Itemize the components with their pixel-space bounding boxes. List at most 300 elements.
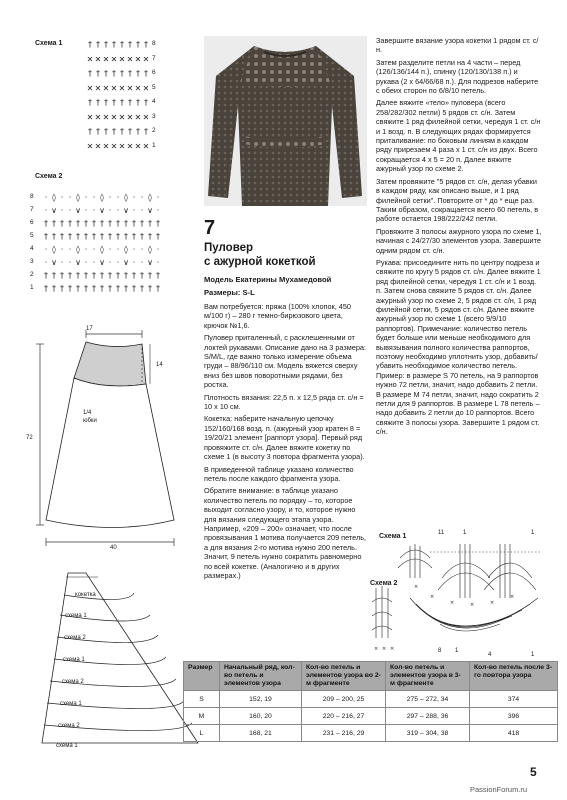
table-cell: 231 – 216, 29 — [302, 725, 386, 742]
svg-text:×: × — [450, 600, 455, 606]
stitch-row — [42, 232, 162, 241]
stitch-symbol: † — [120, 69, 124, 78]
stitch-symbol: † — [108, 271, 112, 280]
article-body — [204, 302, 367, 583]
table-cell: 374 — [470, 691, 558, 708]
stitch-symbol: † — [120, 40, 124, 49]
stitch-symbol: † — [128, 40, 132, 49]
stitch-symbol: † — [44, 271, 48, 280]
stitch-symbol: † — [100, 232, 104, 241]
product-photo — [204, 36, 367, 206]
stitch-symbol: ✕ — [102, 141, 110, 151]
stitch-symbol: · — [44, 206, 48, 215]
stitch-symbol: ◊ — [76, 193, 80, 202]
stitch-symbol: ✕ — [134, 54, 142, 64]
stitch-symbol: ◊ — [52, 193, 56, 202]
table-cell: 319 – 304, 38 — [386, 725, 470, 742]
skirt-label: юбки — [83, 418, 97, 424]
article-author: Модель Екатерины Мухамедовой — [204, 275, 332, 284]
stitch-symbol: † — [140, 232, 144, 241]
stitch-symbol: † — [120, 98, 124, 107]
row-number: 2 — [30, 271, 34, 278]
dim-bottom: 40 — [110, 545, 117, 551]
stitch-symbol: † — [156, 219, 160, 228]
stitch-symbol: † — [88, 40, 92, 49]
row-number: 4 — [152, 98, 156, 105]
stitch-row — [42, 219, 162, 228]
table-cell: 275 – 272, 34 — [386, 691, 470, 708]
stitch-symbol: ✕ — [110, 83, 118, 93]
right-paragraph: Затем разделите петли на 4 части – перед (126/136/144 п.), спинку (120/130/138 п.) и рукава (2 х 64/66/68 п.). Для подрезов наберите с обеих сторон по 6/8/10 петель. — [376, 57, 539, 96]
garment-schematic — [34, 320, 204, 560]
stitch-row — [86, 69, 150, 78]
stitch-symbol: · — [44, 258, 48, 267]
stitch-symbol: † — [128, 98, 132, 107]
stitch-symbol: · — [108, 245, 112, 254]
stitch-symbol: † — [148, 271, 152, 280]
stitch-symbol: † — [156, 232, 160, 241]
chart-scheme2-label: Схема 2 — [370, 580, 398, 587]
stitch-symbol: † — [136, 40, 140, 49]
article-sizes: Размеры: S-L — [204, 288, 255, 297]
stitch-symbol: † — [156, 271, 160, 280]
stitch-symbol: † — [60, 219, 64, 228]
stitch-symbol: † — [112, 40, 116, 49]
row-number: 1 — [152, 141, 156, 149]
dim-top: 17 — [86, 326, 93, 332]
stitch-symbol: ∨ — [75, 258, 81, 267]
table-cell: 168, 21 — [220, 725, 302, 742]
stitch-symbol: † — [112, 98, 116, 107]
size-table — [183, 661, 558, 742]
right-paragraph: Рукава: присоедините нить по центру подреза и свяжите по кругу 5 рядов ст. с/н. Далее вяжите 1 ряд филейной сетки, чередуя 1 ст. с/н и 1 возд. п. Затем снова свяжите 5 рядов ст. с/н. Далее ажурный узор по схеме 2, 5 рядов ст. с/н, 1 ряд филейной сетки, 5 рядов ст. с/н. Далее вяжите ажурный узор по схеме 1 (всего 9/9/10 раппортов). Примечание: количество петель будет больше или меньше необходимого для вывязывания полного количества раппортов, поэтому необходимо уплотнить узор, добавить/убавить необходимое количество петель. Пример: в размере S 70 петель, на 9 раппортов нужно 72 петли, значит, надо добавить 2 петли. В размере M 74 петли, значит, надо сократить 2 петли для 9 раппортов. В размере L 78 петель – надо добавить 2 петли до 10 раппортов. Всего свяжите 3 полосы узора. Завершите 1 рядом ст. с/н. — [376, 257, 541, 437]
stitch-symbol: † — [68, 219, 72, 228]
svg-text:×: × — [430, 594, 435, 600]
stitch-symbol: ✕ — [126, 141, 134, 151]
table-cell: 152, 19 — [220, 691, 302, 708]
stitch-symbol: † — [60, 271, 64, 280]
panel-label-8: схема 1 — [56, 743, 78, 749]
stitch-symbol: † — [68, 232, 72, 241]
stitch-symbol: † — [104, 98, 108, 107]
stitch-symbol: ✕ — [102, 54, 110, 64]
stitch-symbol: † — [144, 127, 148, 136]
stitch-symbol: · — [140, 245, 144, 254]
table-row — [184, 725, 558, 742]
stitch-symbol: † — [128, 127, 132, 136]
stitch-symbol: · — [60, 206, 64, 215]
stitch-symbol: † — [108, 284, 112, 293]
dim-side: 14 — [156, 362, 163, 368]
stitch-symbol: ✕ — [86, 112, 94, 122]
right-paragraph: Затем провяжите "5 рядов ст. с/н, делая убавки в каждом ряду, как описано выше, и 1 ряд филейной сетки". Повторите от * до * еще раз. Таким образом, сокращается всего 60 петель, в работе остается 198/222/242 петли. — [376, 176, 539, 224]
stitch-symbol: ∨ — [99, 206, 105, 215]
svg-text:×: × — [470, 602, 475, 608]
stitch-symbol: † — [108, 232, 112, 241]
table-cell: 209 – 200, 25 — [302, 691, 386, 708]
stitch-symbol: † — [144, 69, 148, 78]
stitch-symbol: · — [132, 193, 136, 202]
stitch-symbol: ∨ — [147, 206, 153, 215]
stitch-symbol: † — [88, 69, 92, 78]
svg-text:×: × — [414, 584, 419, 590]
stitch-symbol: † — [84, 284, 88, 293]
sweater-illustration — [204, 36, 367, 206]
row-number: 6 — [30, 219, 34, 226]
svg-text:×: × — [490, 600, 495, 606]
stitch-symbol: † — [124, 219, 128, 228]
stitch-symbol: † — [148, 232, 152, 241]
stitch-symbol: ◊ — [52, 245, 56, 254]
stitch-symbol: † — [124, 232, 128, 241]
stitch-symbol: † — [104, 69, 108, 78]
stitch-symbol: † — [52, 271, 56, 280]
stitch-symbol: † — [148, 219, 152, 228]
stitch-row — [42, 206, 162, 215]
stitch-symbol: · — [132, 206, 136, 215]
stitch-symbol: · — [84, 206, 88, 215]
stitch-symbol: · — [44, 193, 48, 202]
stitch-symbol: · — [60, 258, 64, 267]
stitch-symbol: ◊ — [100, 193, 104, 202]
stitch-symbol: † — [116, 232, 120, 241]
stitch-symbol: † — [116, 284, 120, 293]
stitch-symbol: † — [124, 284, 128, 293]
table-cell: 297 – 288, 36 — [386, 708, 470, 725]
stitch-symbol: · — [132, 245, 136, 254]
stitch-symbol: · — [156, 245, 160, 254]
stitch-symbol: ◊ — [148, 193, 152, 202]
panel-label-7: схема 2 — [58, 723, 80, 729]
stitch-symbol: † — [68, 271, 72, 280]
stitch-symbol: ✕ — [110, 54, 118, 64]
stitch-symbol: † — [140, 284, 144, 293]
row-number: 3 — [30, 258, 34, 265]
stitch-symbol: ✕ — [86, 54, 94, 64]
row-number: 7 — [30, 206, 34, 213]
stitch-symbol: † — [132, 232, 136, 241]
article-title-line1: Пуловер — [204, 242, 254, 254]
stitch-symbol: † — [60, 284, 64, 293]
stitch-symbol: † — [76, 284, 80, 293]
stitch-symbol: † — [92, 232, 96, 241]
stitch-symbol: † — [128, 69, 132, 78]
stitch-symbol: † — [92, 284, 96, 293]
stitch-symbol: ✕ — [94, 54, 102, 64]
article-paragraph: Плотность вязания: 22,5 п. х 12,5 ряда ст. с/н = 10 х 10 см. — [204, 392, 364, 412]
stitch-symbol: † — [60, 232, 64, 241]
article-paragraph: Кокетка: наберите начальную цепочку 152/160/168 возд. п. (ажурный узор кратен 8 = 19/20/21 элемент [раппорт узора]. Первый ряд провяжите ст. с/н. Далее вяжите кокетку по схеме 1 (в высоту 3 повтора фрагмента узора). — [204, 414, 365, 462]
stitch-symbol: · — [108, 206, 112, 215]
stitch-symbol: † — [132, 271, 136, 280]
stitch-symbol: † — [76, 271, 80, 280]
row-number: 7 — [152, 54, 156, 62]
watermark: PassionForum.ru — [470, 785, 528, 794]
stitch-symbol: † — [96, 40, 100, 49]
article-paragraph: Вам потребуется: пряжа (100% хлопок, 450 м/100 г) – 280 г темно-бирюзового цвета, крючок №1,6. — [204, 302, 351, 330]
stitch-symbol: † — [112, 127, 116, 136]
stitch-symbol: ✕ — [142, 54, 150, 64]
table-cell: S — [184, 691, 220, 708]
row-number: 1 — [30, 284, 34, 291]
stitch-row — [86, 142, 150, 151]
stitch-symbol: ✕ — [94, 112, 102, 122]
stitch-symbol: † — [100, 284, 104, 293]
stitch-symbol: ✕ — [86, 83, 94, 93]
stitch-symbol: † — [84, 219, 88, 228]
stitch-symbol: † — [76, 232, 80, 241]
stitch-symbol: † — [124, 271, 128, 280]
stitch-symbol: ◊ — [124, 245, 128, 254]
stitch-symbol: ✕ — [142, 112, 150, 122]
fraction-label: 1/4 — [83, 410, 92, 416]
stitch-symbol: † — [96, 127, 100, 136]
stitch-row — [42, 258, 162, 267]
stitch-symbol: · — [108, 193, 112, 202]
stitch-symbol: · — [116, 258, 120, 267]
right-paragraph: Далее вяжите «тело» пуловера (всего 258/282/302 петли) 5 рядов ст. с/н. Затем свяжите 1 ряд филейной сетки, чередуя 1 ст. с/н и 1 возд. п. В следующих рядах формируется приталивание: по боковым линиям в каждом ряду прирезаем 4 раза х 1 ст. с/н из двух. Всего сокращается 4 х 5 = 20 п. Далее вяжите ажурный узор по схеме 2. — [376, 98, 541, 174]
stitch-symbol: † — [100, 271, 104, 280]
stitch-row — [86, 113, 150, 122]
row-number: 8 — [30, 193, 34, 200]
stitch-symbol: · — [68, 193, 72, 202]
stitch-symbol: ✕ — [126, 54, 134, 64]
stitch-symbol: · — [116, 245, 120, 254]
stitch-symbol: † — [140, 271, 144, 280]
table-cell: M — [184, 708, 220, 725]
stitch-symbol: † — [136, 98, 140, 107]
stitch-symbol: ✕ — [118, 112, 126, 122]
right-body — [376, 36, 542, 440]
scheme1-chart — [86, 40, 158, 160]
table-header: Начальный ряд, кол-во петель и элементов узора — [220, 662, 302, 691]
dim-height: 72 — [26, 435, 33, 441]
table-header: Кол-во петель и элементов узора в 3-м фрагменте — [386, 662, 470, 691]
stitch-symbol: · — [156, 258, 160, 267]
table-header-row — [184, 662, 558, 691]
stitch-symbol: ✕ — [134, 83, 142, 93]
table-header: Размер — [184, 662, 220, 691]
stitch-symbol: † — [96, 69, 100, 78]
stitch-row — [42, 245, 162, 254]
svg-text:×: × — [510, 594, 515, 600]
table-cell: 160, 20 — [220, 708, 302, 725]
stitch-symbol: · — [92, 206, 96, 215]
stitch-symbol: ◊ — [148, 245, 152, 254]
stitch-symbol: ✕ — [134, 112, 142, 122]
stitch-symbol: · — [116, 193, 120, 202]
stitch-symbol: † — [52, 284, 56, 293]
stitch-symbol: ✕ — [118, 83, 126, 93]
panel-label-6: схема 1 — [60, 701, 82, 707]
stitch-symbol: · — [156, 206, 160, 215]
stitch-symbol: † — [84, 271, 88, 280]
stitch-symbol: · — [140, 206, 144, 215]
stitch-symbol: † — [136, 69, 140, 78]
stitch-symbol: · — [92, 245, 96, 254]
panel-label-2: схема 1 — [65, 613, 87, 619]
row-number: 8 — [152, 40, 156, 47]
stitch-symbol: † — [104, 40, 108, 49]
stitch-symbol: · — [68, 245, 72, 254]
stitch-symbol: · — [68, 258, 72, 267]
stitch-symbol: † — [132, 284, 136, 293]
stitch-row — [86, 55, 150, 64]
stitch-symbol: ∨ — [123, 206, 129, 215]
stitch-symbol: † — [88, 98, 92, 107]
stitch-symbol: † — [96, 98, 100, 107]
scheme2-chart — [30, 193, 172, 303]
stitch-symbol: † — [44, 232, 48, 241]
stitch-symbol: ∨ — [51, 206, 57, 215]
page-number: 5 — [530, 765, 537, 779]
stitch-symbol: ✕ — [134, 141, 142, 151]
stitch-symbol: ✕ — [102, 112, 110, 122]
chart-top-num-2: 1 — [463, 530, 467, 536]
stitch-symbol: ∨ — [51, 258, 57, 267]
scheme2-label: Схема 2 — [35, 173, 63, 180]
chart-bottom-num-2: 1 — [455, 648, 459, 654]
stitch-symbol: · — [108, 258, 112, 267]
article-title-line2: с ажурной кокеткой — [204, 256, 316, 268]
chart-top-num-3: 1 — [531, 530, 535, 536]
stitch-symbol: · — [84, 245, 88, 254]
article-number: 7 — [204, 217, 216, 239]
stitch-symbol: † — [100, 219, 104, 228]
stitch-symbol: · — [140, 193, 144, 202]
stitch-symbol: ✕ — [142, 83, 150, 93]
stitch-symbol: ✕ — [94, 83, 102, 93]
stitch-symbol: ◊ — [124, 193, 128, 202]
chart-bottom-num-3: 4 — [488, 652, 492, 658]
stitch-row — [86, 98, 150, 107]
stitch-symbol: † — [116, 219, 120, 228]
article-paragraph: В приведенной таблице указано количество петель после каждого фрагмента узора. — [204, 464, 354, 483]
stitch-symbol: ✕ — [126, 112, 134, 122]
panel-label-5: схема 2 — [62, 679, 84, 685]
stitch-symbol: † — [156, 284, 160, 293]
crochet-chart — [370, 538, 545, 658]
stitch-row — [86, 84, 150, 93]
article-paragraph: Обратите внимание: в таблице указано количество петель по порядку – то, которое выходит согласно узору, и то, которое нужно для вязания следующего этапа узора. Например, «209 – 200» означает, что после провязывания 1 мотива получается 209 петель, а для вязания 2-го мотива нужно 200 петель. Значит, 9 петель нужно сократить равномерно по всей кокетке. (Аналогично и в других размерах.) — [204, 486, 367, 580]
stitch-symbol: ◊ — [76, 245, 80, 254]
stitch-symbol: · — [44, 245, 48, 254]
stitch-row — [86, 127, 150, 136]
row-number: 5 — [152, 83, 156, 91]
svg-text:×: × — [390, 646, 395, 652]
stitch-symbol: ∨ — [75, 206, 81, 215]
stitch-symbol: · — [60, 245, 64, 254]
stitch-symbol: · — [140, 258, 144, 267]
stitch-row — [42, 271, 162, 280]
row-number: 3 — [152, 112, 156, 120]
stitch-symbol: · — [156, 193, 160, 202]
stitch-symbol: ✕ — [118, 54, 126, 64]
stitch-symbol: · — [116, 206, 120, 215]
stitch-symbol: † — [44, 284, 48, 293]
stitch-symbol: † — [136, 127, 140, 136]
stitch-symbol: † — [44, 219, 48, 228]
stitch-symbol: † — [148, 284, 152, 293]
table-row — [184, 691, 558, 708]
panel-label-1: кокетка — [75, 592, 96, 598]
stitch-symbol: ✕ — [110, 141, 118, 151]
row-number: 5 — [30, 232, 34, 239]
stitch-symbol: ◊ — [100, 245, 104, 254]
table-header: Кол-во петель и элементов узора во 2-м фрагменте — [302, 662, 386, 691]
article-paragraph: Пуловер приталенный, с расклешенными от локтей рукавами. Описание дано на 3 размера: S/M/L, где важно только измерение объема груди – 88/96/110 см. Модель вяжется сверху вниз без швов поворотными рядами, без ростка. — [204, 333, 366, 390]
stitch-symbol: · — [92, 193, 96, 202]
chart-top-num-1: 11 — [438, 530, 445, 536]
stitch-symbol: † — [144, 98, 148, 107]
scheme1-label: Схема 1 — [35, 40, 63, 47]
stitch-symbol: † — [140, 219, 144, 228]
row-number: 2 — [152, 127, 156, 134]
stitch-row — [86, 40, 150, 49]
stitch-symbol: · — [132, 258, 136, 267]
right-paragraph: Завершите вязание узора кокетки 1 рядом ст. с/н. — [376, 36, 539, 55]
row-number: 4 — [30, 245, 34, 252]
stitch-symbol: † — [52, 219, 56, 228]
size-table-wrap — [183, 661, 558, 742]
stitch-symbol: † — [76, 219, 80, 228]
stitch-row — [42, 284, 162, 293]
stitch-symbol: ∨ — [123, 258, 129, 267]
stitch-symbol: · — [68, 206, 72, 215]
stitch-symbol: ✕ — [126, 83, 134, 93]
stitch-symbol: ✕ — [110, 112, 118, 122]
stitch-symbol: † — [88, 127, 92, 136]
stitch-symbol: ✕ — [94, 141, 102, 151]
stitch-symbol: · — [60, 193, 64, 202]
stitch-symbol: † — [92, 271, 96, 280]
chart-bottom-num-1: 8 — [438, 648, 442, 654]
stitch-symbol: · — [84, 258, 88, 267]
stitch-symbol: ∨ — [147, 258, 153, 267]
stitch-symbol: ✕ — [86, 141, 94, 151]
svg-text:×: × — [374, 646, 379, 652]
stitch-symbol: † — [92, 219, 96, 228]
stitch-row — [42, 193, 162, 202]
stitch-symbol: ∨ — [99, 258, 105, 267]
stitch-symbol: ✕ — [142, 141, 150, 151]
table-cell: L — [184, 725, 220, 742]
stitch-symbol: † — [108, 219, 112, 228]
stitch-symbol: · — [92, 258, 96, 267]
right-paragraph: Провяжите 3 полосы ажурного узора по схеме 1, начиная с 24/27/30 элементов узора. Завершите одним рядом ст. с/н. — [376, 226, 542, 255]
chart-bottom-num-4: 1 — [531, 652, 535, 658]
table-cell: 418 — [470, 725, 558, 742]
stitch-symbol: † — [68, 284, 72, 293]
table-cell: 396 — [470, 708, 558, 725]
row-number: 6 — [152, 69, 156, 76]
stitch-symbol: † — [112, 69, 116, 78]
stitch-symbol: † — [116, 271, 120, 280]
stitch-symbol: † — [52, 232, 56, 241]
panel-label-4: схема 1 — [63, 657, 85, 663]
stitch-symbol: † — [132, 219, 136, 228]
panel-label-3: схема 2 — [64, 635, 86, 641]
table-header: Кол-во петель после 3-го повтора узора — [470, 662, 558, 691]
stitch-symbol: † — [144, 40, 148, 49]
table-row — [184, 708, 558, 725]
stitch-symbol: ✕ — [118, 141, 126, 151]
stitch-symbol: · — [84, 193, 88, 202]
stitch-symbol: † — [104, 127, 108, 136]
stitch-symbol: ✕ — [102, 83, 110, 93]
svg-text:×: × — [382, 646, 387, 652]
stitch-symbol: † — [120, 127, 124, 136]
